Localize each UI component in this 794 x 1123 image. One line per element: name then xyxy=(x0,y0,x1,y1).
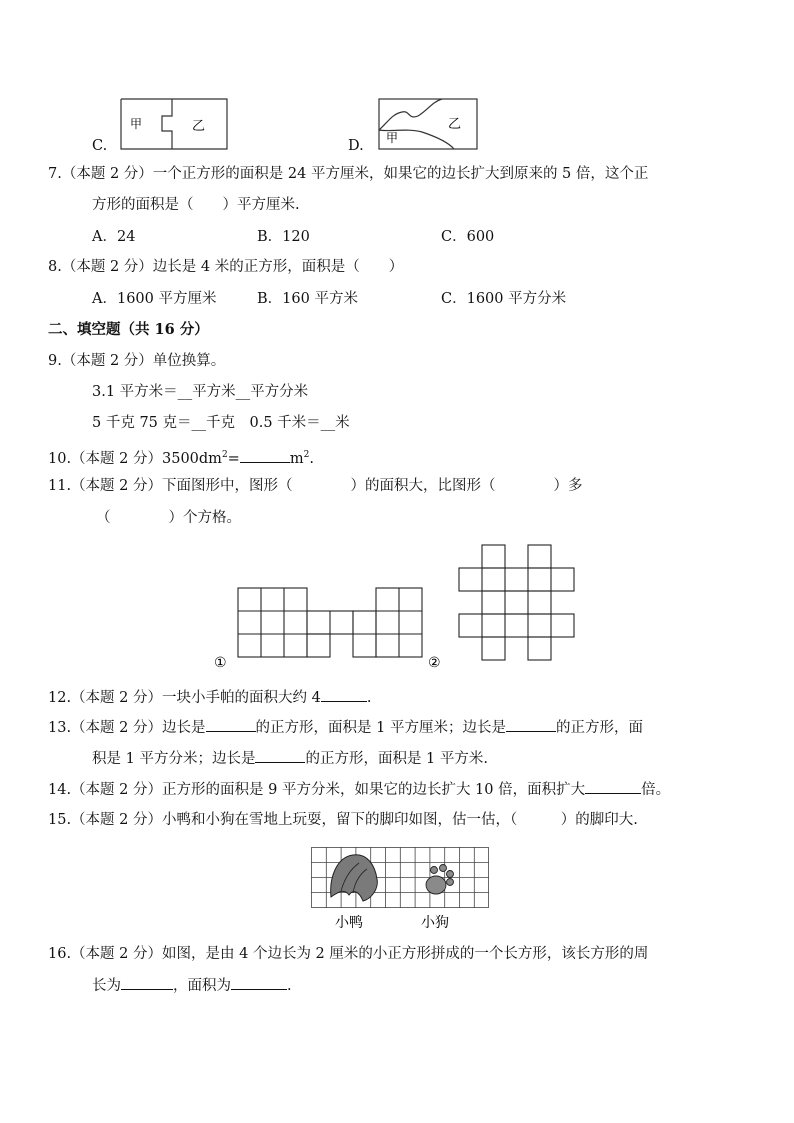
q8-option-b[interactable]: B．160 平方米 xyxy=(257,291,358,307)
q11-stem-line2: （ ）个方格。 xyxy=(96,510,241,526)
q11-stem-line1: 11.（本题 2 分）下面图形中，图形（ ）的面积大，比图形（ ）多 xyxy=(48,478,583,494)
q8-stem: 8.（本题 2 分）边长是 4 米的正方形，面积是（ ） xyxy=(48,259,404,275)
q13-text-4: 积是 1 平方分米；边长是 xyxy=(92,751,256,767)
q7-stem-line2: 方形的面积是（ ）平方厘米. xyxy=(92,197,300,213)
q12-text: 12.（本题 2 分）一块小手帕的面积大约 4 xyxy=(48,690,321,706)
q8-option-a[interactable]: A．1600 平方厘米 xyxy=(92,291,217,307)
q6-option-d-label: D. xyxy=(348,138,364,154)
q6-option-d-figure xyxy=(378,98,478,150)
q12-end: . xyxy=(366,690,372,706)
q16-stem-line1: 16.（本题 2 分）如图，是由 4 个边长为 2 厘米的小正方形拼成的一个长方形，该长方形的周 xyxy=(48,946,649,962)
q6-c-shape-a: 甲 xyxy=(130,117,143,131)
q13-text-2: 的正方形，面积是 1 平方厘米；边长是 xyxy=(255,720,506,736)
q8-option-c[interactable]: C．1600 平方分米 xyxy=(441,291,567,307)
q16-text-1: 长为 xyxy=(92,978,121,994)
q11-fig1-label: ① xyxy=(214,655,227,671)
q10-answer-blank[interactable] xyxy=(240,448,290,463)
q13-blank-1[interactable] xyxy=(206,717,256,732)
section-title: 二、填空题（共 16 分） xyxy=(48,321,209,338)
q16-line2 xyxy=(92,975,292,996)
q12-answer-blank[interactable] xyxy=(321,687,367,702)
duck-label: 小鸭 xyxy=(335,915,363,931)
q9-stem: 9.（本题 2 分）单位换算。 xyxy=(48,353,226,369)
q14-answer-blank[interactable] xyxy=(585,779,641,794)
q10-stem xyxy=(48,445,314,469)
q16-text-2: ，面积为 xyxy=(173,978,231,994)
q13-blank-3[interactable] xyxy=(255,748,305,763)
q10-sup1: 2 xyxy=(221,450,228,460)
q16-blank-area[interactable] xyxy=(231,975,287,990)
q13-blank-2[interactable] xyxy=(506,717,556,732)
dog-label: 小狗 xyxy=(421,915,449,931)
q9-line3: 5 千克 75 克＝__千克 0.5 千米＝__米 xyxy=(92,415,350,431)
q7-option-a[interactable]: A．24 xyxy=(92,229,136,245)
q10-end: . xyxy=(309,450,314,467)
q11-figure-1 xyxy=(238,588,422,657)
q9-line2: 3.1 平方米＝__平方米__平方分米 xyxy=(92,384,309,400)
q13-line2 xyxy=(92,748,488,769)
q10-prefix: 10.（本题 2 分）3500dm xyxy=(48,450,222,467)
q15-footprints-figure xyxy=(311,847,491,933)
q16-text-3: . xyxy=(287,978,292,994)
q11-figures xyxy=(212,540,582,672)
q7-option-c[interactable]: C．600 xyxy=(441,229,495,245)
q14-stem xyxy=(48,779,670,800)
q13-line1 xyxy=(48,717,643,738)
q6-c-shape-b: 乙 xyxy=(192,119,206,134)
q14-end: 倍。 xyxy=(641,782,671,798)
q6-option-c-figure xyxy=(120,98,228,150)
q11-figure-2 xyxy=(459,545,574,660)
q13-text-3: 的正方形，面 xyxy=(555,720,643,736)
q11-fig2-label: ② xyxy=(428,655,441,671)
q16-blank-perimeter[interactable] xyxy=(121,975,173,990)
q12-stem xyxy=(48,687,371,708)
q13-text-5: 的正方形，面积是 1 平方米. xyxy=(305,751,489,767)
q10-unit: m xyxy=(289,450,304,467)
q7-option-b[interactable]: B．120 xyxy=(257,229,310,245)
q6-option-c-label: C. xyxy=(92,138,108,154)
q6-d-shape-a: 甲 xyxy=(386,131,399,145)
q10-eq: = xyxy=(227,450,240,467)
duck-footprint xyxy=(331,855,378,901)
q7-stem-line1: 7.（本题 2 分）一个正方形的面积是 24 平方厘米，如果它的边长扩大到原来的 5 倍，这个正 xyxy=(48,166,649,182)
q14-text: 14.（本题 2 分）正方形的面积是 9 平方分米，如果它的边长扩大 10 倍，面积扩大 xyxy=(48,782,586,798)
q13-text-1: 13.（本题 2 分）边长是 xyxy=(48,720,206,736)
q6-d-shape-b: 乙 xyxy=(448,117,462,132)
q10-sup2: 2 xyxy=(303,450,310,460)
q15-stem: 15.（本题 2 分）小鸭和小狗在雪地上玩耍，留下的脚印如图，估一估，（ ）的脚印大. xyxy=(48,812,638,828)
